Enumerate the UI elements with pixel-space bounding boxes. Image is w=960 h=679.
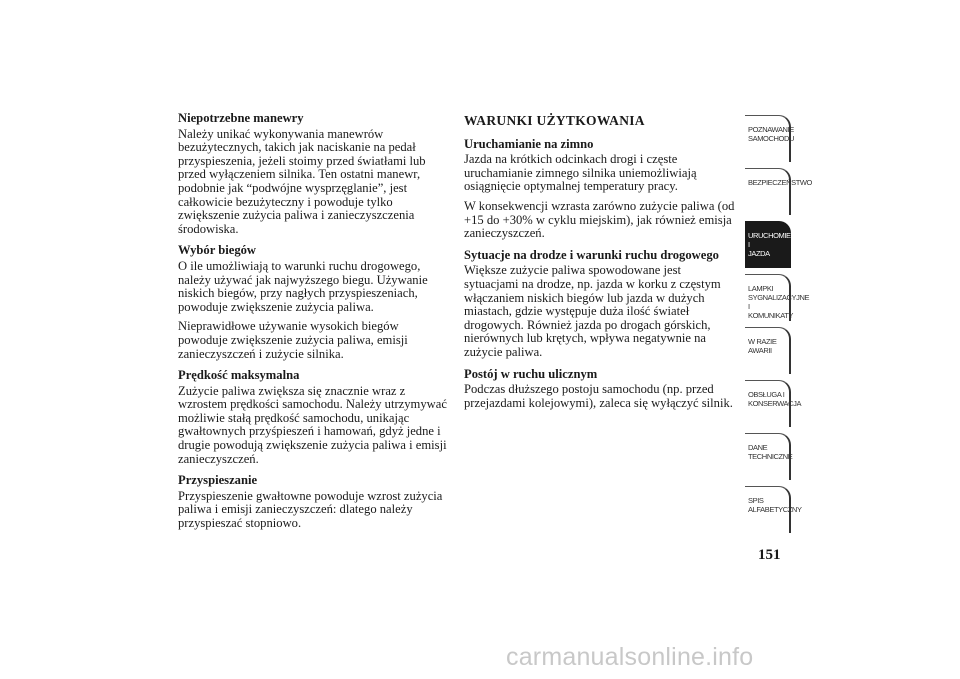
text-section (178, 112, 450, 236)
paragraph: Przyspieszenie gwałtowne powoduje wzrost zużycia paliwa i emisji zanieczyszczeń: dlatego należy przyspieszać stopniowo. (178, 488, 443, 531)
paragraph: W konsekwencji wzrasta zarówno zużycie paliwa (od +15 do +30% w cyklu miejskim), jak również emisja zanieczyszczeń. (464, 198, 735, 241)
sidebar-tab[interactable]: URUCHOMIENIE I JAZDA (745, 221, 791, 268)
section-heading: Wybór biegów (178, 243, 257, 258)
left-column (178, 112, 450, 539)
paragraph: Jazda na krótkich odcinkach drogi i częste uruchamianie zimnego silnika uniemożliwiają osiągnięcie optymalnej temperatury pracy. (464, 152, 697, 194)
right-column (464, 112, 736, 418)
text-section (178, 244, 450, 361)
sidebar-tab[interactable]: LAMPKI SYGNALIZACYJNE I KOMUNIKATY (745, 274, 791, 321)
section-title: WARUNKI UŻYTKOWANIA (464, 113, 645, 128)
text-section (464, 138, 736, 241)
sidebar-tab[interactable]: SPIS ALFABETYCZNY (745, 486, 791, 533)
paragraph: Większe zużycie paliwa spowodowane jest sytuacjami na drodze, np. jazda w korku z częstym włączaniem niskich biegów lub jazda w dużych miastach, gdzie występuje duża ilość świateł drogowych. Również jazda po drogach górskich, nierównych lub krętych, wpływa negatywnie na zużycie paliwa. (464, 263, 721, 359)
watermark: carmanualsonline.info (506, 643, 754, 671)
sidebar-tab[interactable]: BEZPIECZEŃSTWO (745, 168, 791, 215)
section-heading: Niepotrzebne manewry (178, 111, 304, 125)
section-heading: Przyspieszanie (178, 473, 258, 488)
sidebar-tab[interactable]: DANE TECHNICZNE (745, 433, 791, 480)
sidebar-tab[interactable]: POZNAWANIE SAMOCHODU (745, 115, 791, 162)
section-heading: Sytuacje na drodze i warunki ruchu drogowego (464, 247, 719, 262)
chapter-sidebar (745, 115, 812, 539)
sidebar-tab[interactable]: OBSŁUGA I KONSERWACJA (745, 380, 791, 427)
text-section (464, 368, 736, 411)
sidebar-tab[interactable]: W RAZIE AWARII (745, 327, 791, 374)
text-section (464, 249, 736, 360)
section-heading: Uruchamianie na zimno (464, 136, 594, 151)
paragraph: O ile umożliwiają to warunki ruchu drogowego, należy używać jak najwyższego biegu. Używanie niskich biegów, przy nagłych przyspieszeniach, powoduje zwiększenie zużycia paliwa. (178, 258, 428, 314)
section-heading: Prędkość maksymalna (178, 368, 300, 383)
text-section (178, 369, 450, 466)
right-column-sections (464, 138, 736, 411)
paragraph: Nieprawidłowe używanie wysokich biegów powoduje zwiększenie zużycia paliwa, emisji zanieczyszczeń i zużycie silnika. (178, 319, 408, 361)
section-heading: Postój w ruchu ulicznym (464, 366, 598, 381)
paragraph: Podczas dłuższego postoju samochodu (np. przed przejazdami kolejowymi), zaleca się wyłączyć silnik. (464, 382, 733, 410)
paragraph: Zużycie paliwa zwiększa się znacznie wraz z wzrostem prędkości samochodu. Należy utrzymywać możliwie stałą prędkość samochodu, unikając gwałtownych przyśpieszeń i hamowań, gdyż jedne i drugie powodują zwiększenie zużycia paliwa i emisji zanieczyszczeń. (178, 383, 447, 466)
page-number: 151 (758, 547, 781, 563)
text-section (178, 474, 450, 530)
paragraph: Należy unikać wykonywania manewrów bezużytecznych, takich jak naciskanie na pedał przyspieszenia, jeżeli stoimy przed światłami lub przed wyłączeniem silnika. Ten ostatni manewr, podobnie jak “podwójne wysprzęglanie”, jest całkowicie bezużyteczny i powoduje tylko zwiększenie zużycia paliwa i zanieczyszczenia środowiska. (178, 126, 426, 236)
